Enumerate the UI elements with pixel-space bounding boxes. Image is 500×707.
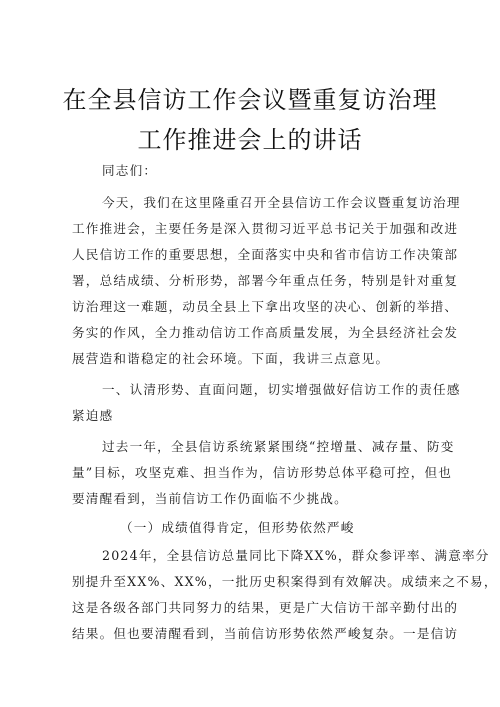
section-heading-line: 一、认清形势、直面问题，切实增强做好信访工作的责任感 bbox=[102, 382, 461, 397]
paragraph-line: 结果。但也要清醒看到，当前信访形势依然严峻复杂。一是信访 bbox=[72, 626, 459, 641]
paragraph-line: 要清醒看到，当前信访工作仍面临不少挑战。 bbox=[72, 491, 348, 506]
paragraph-line: 署，总结成绩、分析形势，部署今年重点任务，特别是针对重复 bbox=[72, 273, 459, 288]
document-title-line-1: 在全县信访工作会议暨重复访治理 bbox=[62, 86, 438, 114]
paragraph-line: 人民信访工作的重要思想，全面落实中央和省市信访工作决策部 bbox=[72, 247, 459, 262]
paragraph-line: 展营造和谐稳定的社会环境。下面，我讲三点意见。 bbox=[72, 351, 390, 366]
subsection-heading: （一）成绩值得肯定，但形势依然严峻 bbox=[120, 520, 355, 535]
paragraph-line: 今天，我们在这里隆重召开全县信访工作会议暨重复访治理 bbox=[102, 195, 461, 210]
paragraph-line: 2024年，全县信访总量同比下降XX%，群众参评率、满意率分 bbox=[102, 548, 490, 563]
paragraph-line: 过去一年，全县信访系统紧紧围绕“控增量、减存量、防变 bbox=[102, 439, 455, 454]
paragraph-line: 别提升至XX%、XX%，一批历史积案得到有效解决。成绩来之不易， bbox=[72, 574, 498, 589]
paragraph-line: 访治理这一难题，动员全县上下拿出攻坚的决心、创新的举措、 bbox=[72, 299, 459, 314]
paragraph-line: 这是各级各部门共同努力的结果，更是广大信访干部辛勤付出的 bbox=[72, 600, 459, 615]
section-heading-line: 紧迫感 bbox=[72, 408, 114, 423]
salutation: 同志们： bbox=[102, 163, 158, 178]
paragraph-line: 务实的作风，全力推动信访工作高质量发展，为全县经济社会发 bbox=[72, 325, 459, 340]
paragraph-line: 量”目标，攻坚克难、担当作为，信访形势总体平稳可控，但也 bbox=[72, 465, 453, 480]
paragraph-line: 工作推进会，主要任务是深入贯彻习近平总书记关于加强和改进 bbox=[72, 221, 459, 236]
document-title-line-2: 工作推进会上的讲话 bbox=[137, 126, 363, 154]
